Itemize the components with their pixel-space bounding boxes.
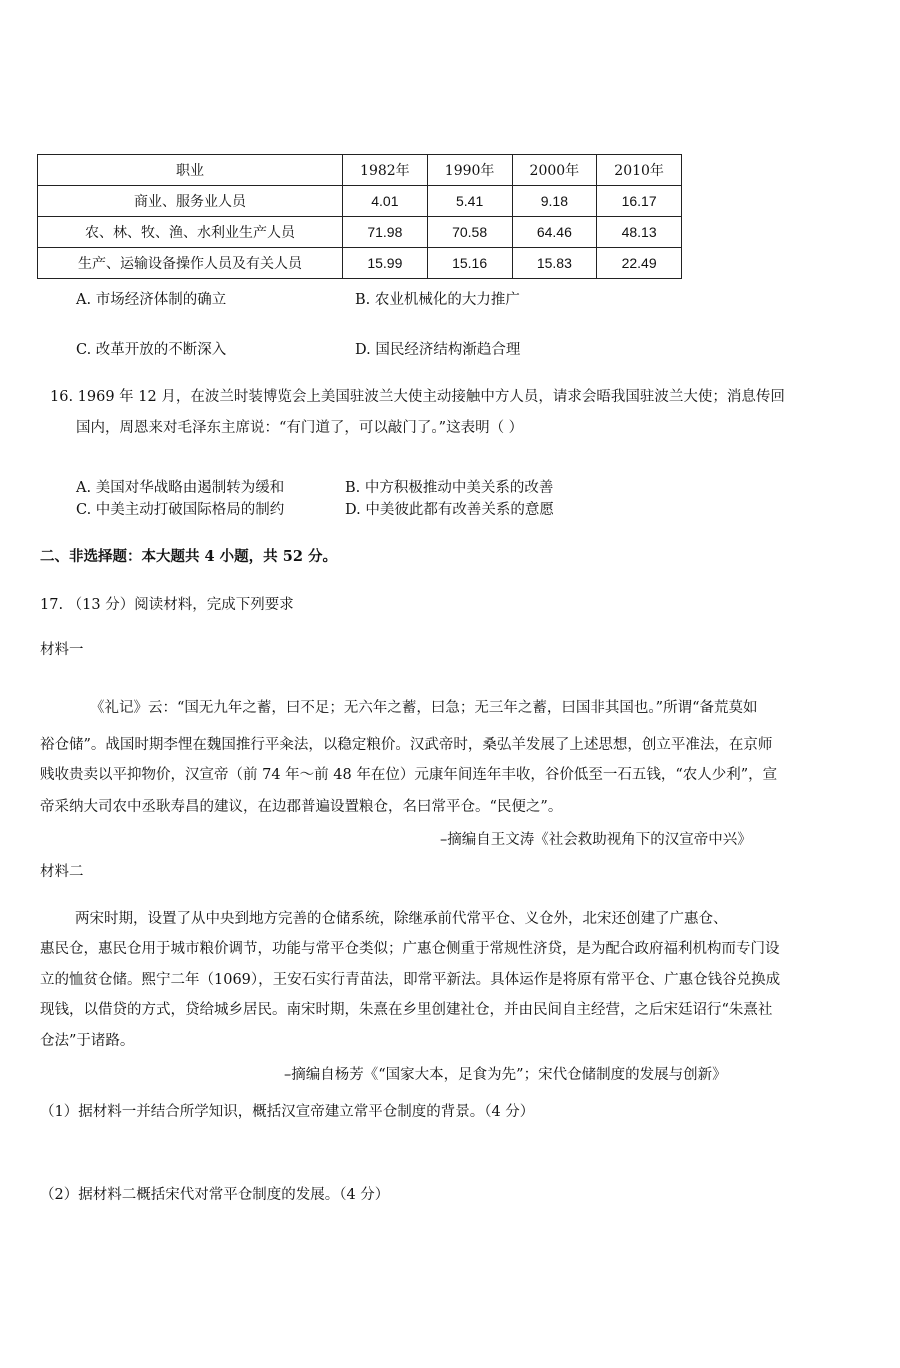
section-heading: 二、非选择题：本大题共 4 小题，共 52 分。	[40, 548, 337, 565]
table-header-cell: 1982年	[343, 155, 428, 186]
table-cell: 9.18	[512, 186, 597, 217]
table-row	[38, 186, 682, 217]
material-one-source: –摘编自王文涛《社会救助视角下的汉宣帝中兴》	[440, 832, 752, 848]
material-two-line: 立的恤贫仓储。熙宁二年（1069），王安石实行青苗法，即常平新法。具体运作是将原有常平仓、广惠仓钱谷兑换成	[40, 972, 781, 988]
material-two-line: 两宋时期，设置了从中央到地方完善的仓储系统，除继承前代常平仓、义仓外，北宋还创建了广惠仓、	[75, 911, 728, 927]
table-cell: 15.83	[512, 248, 597, 279]
material-one-line: 贱收贵卖以平抑物价，汉宣帝（前 74 年～前 48 年在位）元康年间连年丰收，谷价低至一石五钱，“农人少利”，宣	[40, 767, 778, 783]
q15-option-d: D. 国民经济结构渐趋合理	[355, 342, 521, 358]
table-row	[38, 217, 682, 248]
q16-option-a: A. 美国对华战略由遏制转为缓和	[76, 480, 285, 496]
q16-stem-line2: 国内，周恩来对毛泽东主席说：“有门道了，可以敲门了。”这表明（ ）	[76, 420, 524, 436]
material-two-line: 仓法”于诸路。	[40, 1033, 135, 1049]
material-two-line: 惠民仓，惠民仓用于城市粮价调节，功能与常平仓类似；广惠仓侧重于常规性济贷，是为配合政府福利机构而专门设	[40, 941, 780, 957]
material-two-label: 材料二	[40, 864, 84, 880]
table-header-cell: 1990年	[427, 155, 512, 186]
table-header-cell: 2010年	[597, 155, 682, 186]
material-two-line: 现钱，以借贷的方式，贷给城乡居民。南宋时期，朱熹在乡里创建社仓，并由民间自主经营，之后宋廷诏行“朱熹社	[40, 1002, 773, 1018]
table-cell: 商业、服务业人员	[38, 186, 343, 217]
table-cell: 71.98	[343, 217, 428, 248]
table-cell: 15.99	[343, 248, 428, 279]
material-one-line: 《礼记》云：“国无九年之蓄，曰不足；无六年之蓄，曰急；无三年之蓄，曰国非其国也。”所谓“备荒莫如	[90, 700, 758, 716]
q16-option-b: B. 中方积极推动中美关系的改善	[345, 480, 554, 496]
table-cell: 64.46	[512, 217, 597, 248]
table-cell: 16.17	[597, 186, 682, 217]
q17-title: 17. （13 分）阅读材料，完成下列要求	[40, 597, 294, 613]
occupation-table	[37, 154, 682, 279]
q16-option-c: C. 中美主动打破国际格局的制约	[76, 502, 285, 518]
q17-subquestion-1: （1）据材料一并结合所学知识，概括汉宣帝建立常平仓制度的背景。（4 分）	[40, 1104, 535, 1120]
table-cell: 5.41	[427, 186, 512, 217]
q15-option-c: C. 改革开放的不断深入	[76, 342, 227, 358]
table-row	[38, 248, 682, 279]
table-header-cell: 职业	[38, 155, 343, 186]
q17-subquestion-2: （2）据材料二概括宋代对常平仓制度的发展。（4 分）	[40, 1187, 390, 1203]
material-one-line: 帝采纳大司农中丞耿寿昌的建议，在边郡普遍设置粮仓，名曰常平仓。“民便之”。	[40, 799, 563, 815]
table-cell: 生产、运输设备操作人员及有关人员	[38, 248, 343, 279]
material-two-source: –摘编自杨芳《“国家大本，足食为先”；宋代仓储制度的发展与创新》	[284, 1067, 727, 1083]
q16-option-d: D. 中美彼此都有改善关系的意愿	[345, 502, 554, 518]
q15-option-a: A. 市场经济体制的确立	[76, 292, 227, 308]
q16-stem-line1: 16. 1969 年 12 月，在波兰时装博览会上美国驻波兰大使主动接触中方人员，请求会晤我国驻波兰大使；消息传回	[50, 389, 785, 405]
material-one-label: 材料一	[40, 642, 84, 658]
table-cell: 4.01	[343, 186, 428, 217]
table-cell: 48.13	[597, 217, 682, 248]
table-header-row	[38, 155, 682, 186]
table-cell: 15.16	[427, 248, 512, 279]
table-header-cell: 2000年	[512, 155, 597, 186]
material-one-line: 裕仓储”。战国时期李悝在魏国推行平籴法，以稳定粮价。汉武帝时，桑弘羊发展了上述思想，创立平准法，在京师	[40, 737, 773, 753]
table-cell: 70.58	[427, 217, 512, 248]
q15-option-b: B. 农业机械化的大力推广	[355, 292, 520, 308]
table-cell: 农、林、牧、渔、水利业生产人员	[38, 217, 343, 248]
table-cell: 22.49	[597, 248, 682, 279]
